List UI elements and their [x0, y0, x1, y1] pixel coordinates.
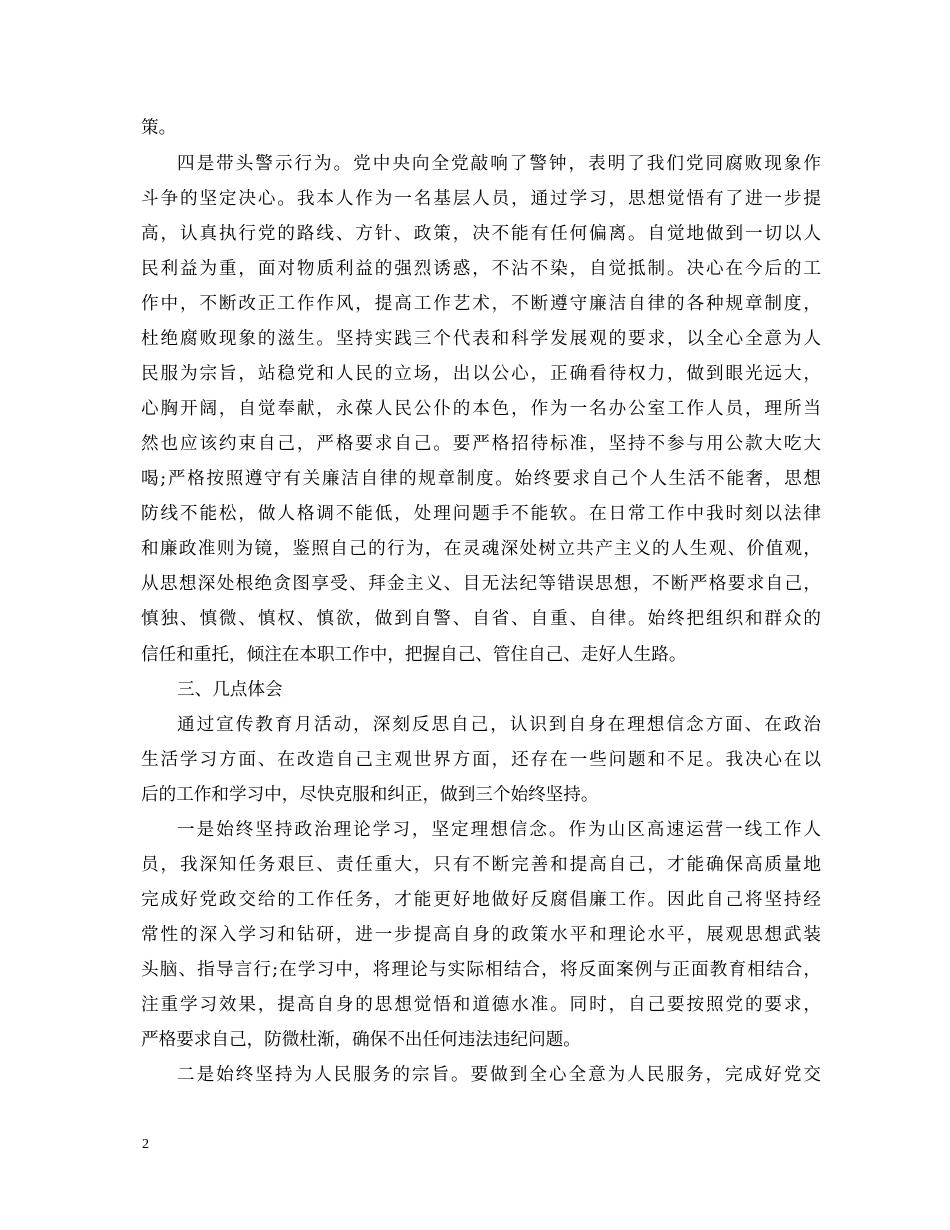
paragraph-first-line: 四是带头警示行为。党中央向全党敲响了警钟，表明了我们党同腐败现象作: [177, 154, 821, 174]
body-line: 信任和重托，倾注在本职工作中，把握自己、管住自己、走好人生路。: [141, 645, 687, 665]
body-line: 生活学习方面、在改造自己主观世界方面，还存在一些问题和不足。我决心在以: [141, 750, 821, 770]
body-line: 头脑、指导言行;在学习中，将理论与实际相结合，将反面案例与正面教育相结合，: [141, 960, 821, 980]
body-line: 从思想深处根绝贪图享受、拜金主义、目无法纪等错误思想，不断严格要求自己，: [141, 574, 821, 594]
page-number: 2: [142, 1137, 149, 1152]
body-line: 员，我深知任务艰巨、责任重大，只有不断完善和提高自己，才能确保高质量地: [141, 855, 821, 875]
body-line: 慎独、慎微、慎权、慎欲，做到自警、自省、自重、自律。始终把组织和群众的: [141, 609, 821, 629]
body-line: 斗争的坚定决心。我本人作为一名基层人员，通过学习，思想觉悟有了进一步提: [141, 189, 821, 209]
body-line: 喝;严格按照遵守有关廉洁自律的规章制度。始终要求自己个人生活不能奢，思想: [141, 469, 821, 489]
body-line: 心胸开阔，自觉奉献，永葆人民公仆的本色，作为一名办公室工作人员，理所当: [141, 399, 821, 419]
body-line: 策。: [141, 118, 177, 138]
body-line: 防线不能松，做人格调不能低，处理问题手不能软。在日常工作中我时刻以法律: [141, 504, 821, 524]
section-heading: 三、几点体会: [177, 680, 283, 700]
paragraph-first-line: 二是始终坚持为人民服务的宗旨。要做到全心全意为人民服务，完成好党交: [177, 1065, 821, 1085]
body-line: 严格要求自己，防微杜渐，确保不出任何违法违纪问题。: [141, 1030, 581, 1050]
paragraph-first-line: 一是始终坚持政治理论学习，坚定理想信念。作为山区高速运营一线工作人: [177, 820, 821, 840]
body-line: 民利益为重，面对物质利益的强烈诱惑，不沾不染，自觉抵制。决心在今后的工: [141, 259, 821, 279]
body-line: 注重学习效果，提高自身的思想觉悟和道德水准。同时，自己要按照党的要求，: [141, 995, 821, 1015]
body-line: 常性的深入学习和钻研，进一步提高自身的政策水平和理论水平，展观思想武装: [141, 925, 821, 945]
body-line: 和廉政准则为镜，鉴照自己的行为，在灵魂深处树立共产主义的人生观、价值观，: [141, 539, 821, 559]
body-line: 然也应该约束自己，严格要求自己。要严格招待标准，坚持不参与用公款大吃大: [141, 434, 821, 454]
body-line: 作中，不断改正工作作风，提高工作艺术，不断遵守廉洁自律的各种规章制度，: [141, 294, 821, 314]
body-line: 后的工作和学习中，尽快克服和纠正，做到三个始终坚持。: [141, 785, 599, 805]
body-line: 完成好党政交给的工作任务，才能更好地做好反腐倡廉工作。因此自己将坚持经: [141, 890, 821, 910]
body-line: 高，认真执行党的路线、方针、政策，决不能有任何偏离。自觉地做到一切以人: [141, 224, 821, 244]
body-line: 杜绝腐败现象的滋生。坚持实践三个代表和科学发展观的要求，以全心全意为人: [141, 329, 821, 349]
body-line: 民服为宗旨，站稳党和人民的立场，出以公心，正确看待权力，做到眼光远大，: [141, 364, 821, 384]
paragraph-first-line: 通过宣传教育月活动，深刻反思自己，认识到自身在理想信念方面、在政治: [177, 715, 821, 735]
